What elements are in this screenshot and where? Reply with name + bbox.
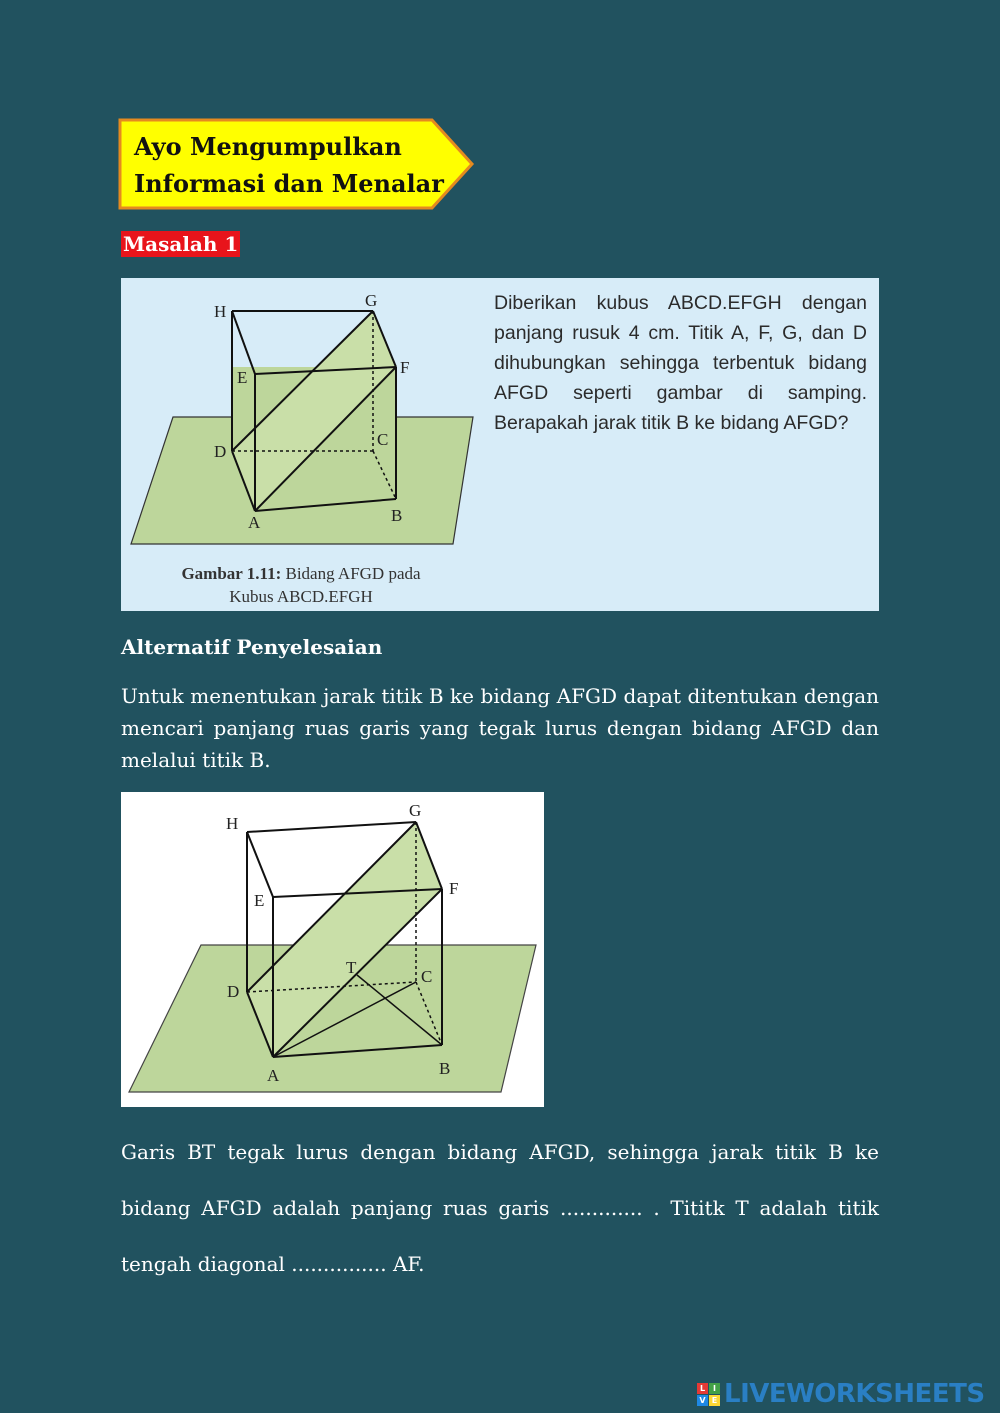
banner-line-1: Ayo Mengumpulkan [134, 132, 402, 161]
label-a: A [267, 1066, 280, 1085]
section-banner [118, 118, 478, 210]
logo-tile-e: E [709, 1395, 720, 1406]
problem-label: Masalah 1 [123, 232, 239, 256]
label-b: B [391, 506, 403, 525]
banner-title [134, 128, 444, 202]
solution-heading: Alternatif Penyelesaian [121, 635, 383, 659]
label-d: D [227, 982, 240, 1001]
liveworksheets-logo [697, 1378, 985, 1410]
figure-caption [129, 562, 473, 608]
label-e: E [237, 368, 248, 387]
problem-box [121, 278, 879, 611]
caption-number: Gambar 1.11: [181, 564, 282, 583]
label-c: C [377, 430, 389, 449]
logo-wordmark: LIVEWORKSHEETS [724, 1379, 985, 1409]
cube-figure-2 [121, 792, 544, 1107]
caption-text-1: Bidang AFGD pada [281, 564, 421, 583]
label-e: E [254, 891, 265, 910]
solution-paragraph-1: Untuk menentukan jarak titik B ke bidang AFGD dapat ditentukan dengan mencari panjang ruas garis yang tegak lurus dengan bidang AFGD dan melalui titik B. [121, 684, 879, 772]
label-d: D [214, 442, 227, 461]
label-g: G [365, 291, 378, 310]
logo-tile-l: L [697, 1383, 708, 1394]
banner-line-2: Informasi dan Menalar [134, 169, 444, 198]
label-c: C [421, 967, 433, 986]
label-h: H [226, 814, 239, 833]
label-h: H [214, 302, 227, 321]
logo-tile-v: V [697, 1395, 708, 1406]
solution-paragraph-2: Garis BT tegak lurus dengan bidang AFGD, sehingga jarak titik B ke bidang AFGD adalah panjang ruas garis ............. . Tititk T adalah titik tengah diagonal ............... AF. [121, 1140, 879, 1276]
label-t: T [346, 958, 357, 977]
logo-tile-i: I [709, 1383, 720, 1394]
label-a: A [248, 513, 261, 532]
problem-statement: Diberikan kubus ABCD.EFGH dengan panjang rusuk 4 cm. Titik A, F, G, dan D dihubungkan sehingga terbentuk bidang AFGD seperti gambar di samping. Berapakah jarak titik B ke bidang AFGD? [494, 292, 867, 434]
caption-text-2: Kubus ABCD.EFGH [229, 587, 373, 606]
logo-tiles [697, 1383, 720, 1406]
label-f: F [400, 358, 410, 377]
label-g: G [409, 801, 422, 820]
label-f: F [449, 879, 459, 898]
label-b: B [439, 1059, 451, 1078]
